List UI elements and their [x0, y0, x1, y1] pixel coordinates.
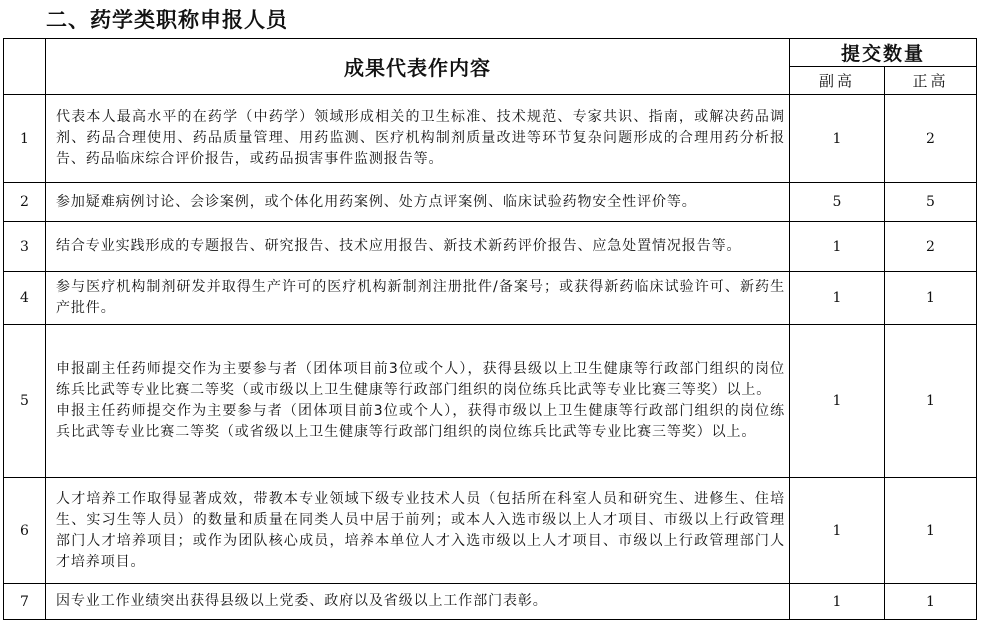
deputy-count: 5 [790, 183, 885, 222]
row-content: 代表本人最高水平的在药学（中药学）领域形成相关的卫生标准、技术规范、专家共识、指南，或解决药品调剂、药品合理使用、药品质量管理、用药监测、医疗机构制剂质量改进等环节复杂问题形成的合理用药分析报告、药品临床综合评价报告，或药品损害事件监测报告等。 [46, 95, 790, 183]
row-content: 人才培养工作取得显著成效，带教本专业领域下级专业技术人员（包括所在科室人员和研究生、进修生、住培生、实习生等人员）的数量和质量在同类人员中居于前列；或本人入选市级以上人才项目、市级以上行政管理部门人才培养项目；或作为团队核心成员，培养本单位人才入选市级以上人才项目、市级以上行政管理部门人才培养项目。 [46, 478, 790, 584]
senior-count: 1 [885, 272, 977, 325]
table-row [4, 584, 977, 620]
content-header: 成果代表作内容 [46, 39, 790, 95]
row-content: 结合专业实践形成的专题报告、研究报告、技术应用报告、新技术新药评价报告、应急处置情况报告等。 [46, 222, 790, 272]
table-row [4, 95, 977, 183]
deputy-count: 1 [790, 325, 885, 478]
senior-header: 正高 [885, 67, 977, 95]
row-number: 6 [4, 478, 46, 584]
deputy-count: 1 [790, 478, 885, 584]
table-row [4, 222, 977, 272]
deputy-senior-header: 副高 [790, 67, 885, 95]
deputy-count: 1 [790, 95, 885, 183]
senior-count: 2 [885, 95, 977, 183]
senior-count: 1 [885, 584, 977, 620]
row-number: 5 [4, 325, 46, 478]
table-row [4, 325, 977, 478]
header-blank-cell [4, 39, 46, 95]
row-number: 2 [4, 183, 46, 222]
deputy-count: 1 [790, 584, 885, 620]
submission-table [3, 38, 977, 620]
row-content [46, 325, 790, 478]
row-number: 4 [4, 272, 46, 325]
row-number: 3 [4, 222, 46, 272]
table-row [4, 478, 977, 584]
table-row [4, 183, 977, 222]
senior-count: 1 [885, 325, 977, 478]
table-row [4, 272, 977, 325]
deputy-count: 1 [790, 222, 885, 272]
senior-count: 1 [885, 478, 977, 584]
section-heading: 二、药学类职称申报人员 [46, 8, 288, 32]
count-header: 提交数量 [790, 39, 977, 67]
row-number: 1 [4, 95, 46, 183]
deputy-pharmacist-requirement: 申报副主任药师提交作为主要参与者（团体项目前3位或个人），获得县级以上卫生健康等行政部门组织的岗位练兵比武等专业比赛二等奖（或市级以上卫生健康等行政部门组织的岗位练兵比武等专业比赛三等奖）以上。 [56, 361, 785, 398]
row-content: 参与医疗机构制剂研发并取得生产许可的医疗机构新制剂注册批件/备案号；或获得新药临床试验许可、新药生产批件。 [46, 272, 790, 325]
deputy-count: 1 [790, 272, 885, 325]
row-number: 7 [4, 584, 46, 620]
row-content: 参加疑难病例讨论、会诊案例，或个体化用药案例、处方点评案例、临床试验药物安全性评价等。 [46, 183, 790, 222]
senior-count: 2 [885, 222, 977, 272]
row-content: 因专业工作业绩突出获得县级以上党委、政府以及省级以上工作部门表彰。 [46, 584, 790, 620]
chief-pharmacist-requirement: 申报主任药师提交作为主要参与者（团体项目前3位或个人），获得市级以上卫生健康等行政部门组织的岗位练兵比武等专业比赛二等奖（或省级以上卫生健康等行政部门组织的岗位练兵比武等专业比赛三等奖）以上。 [56, 403, 785, 440]
senior-count: 5 [885, 183, 977, 222]
